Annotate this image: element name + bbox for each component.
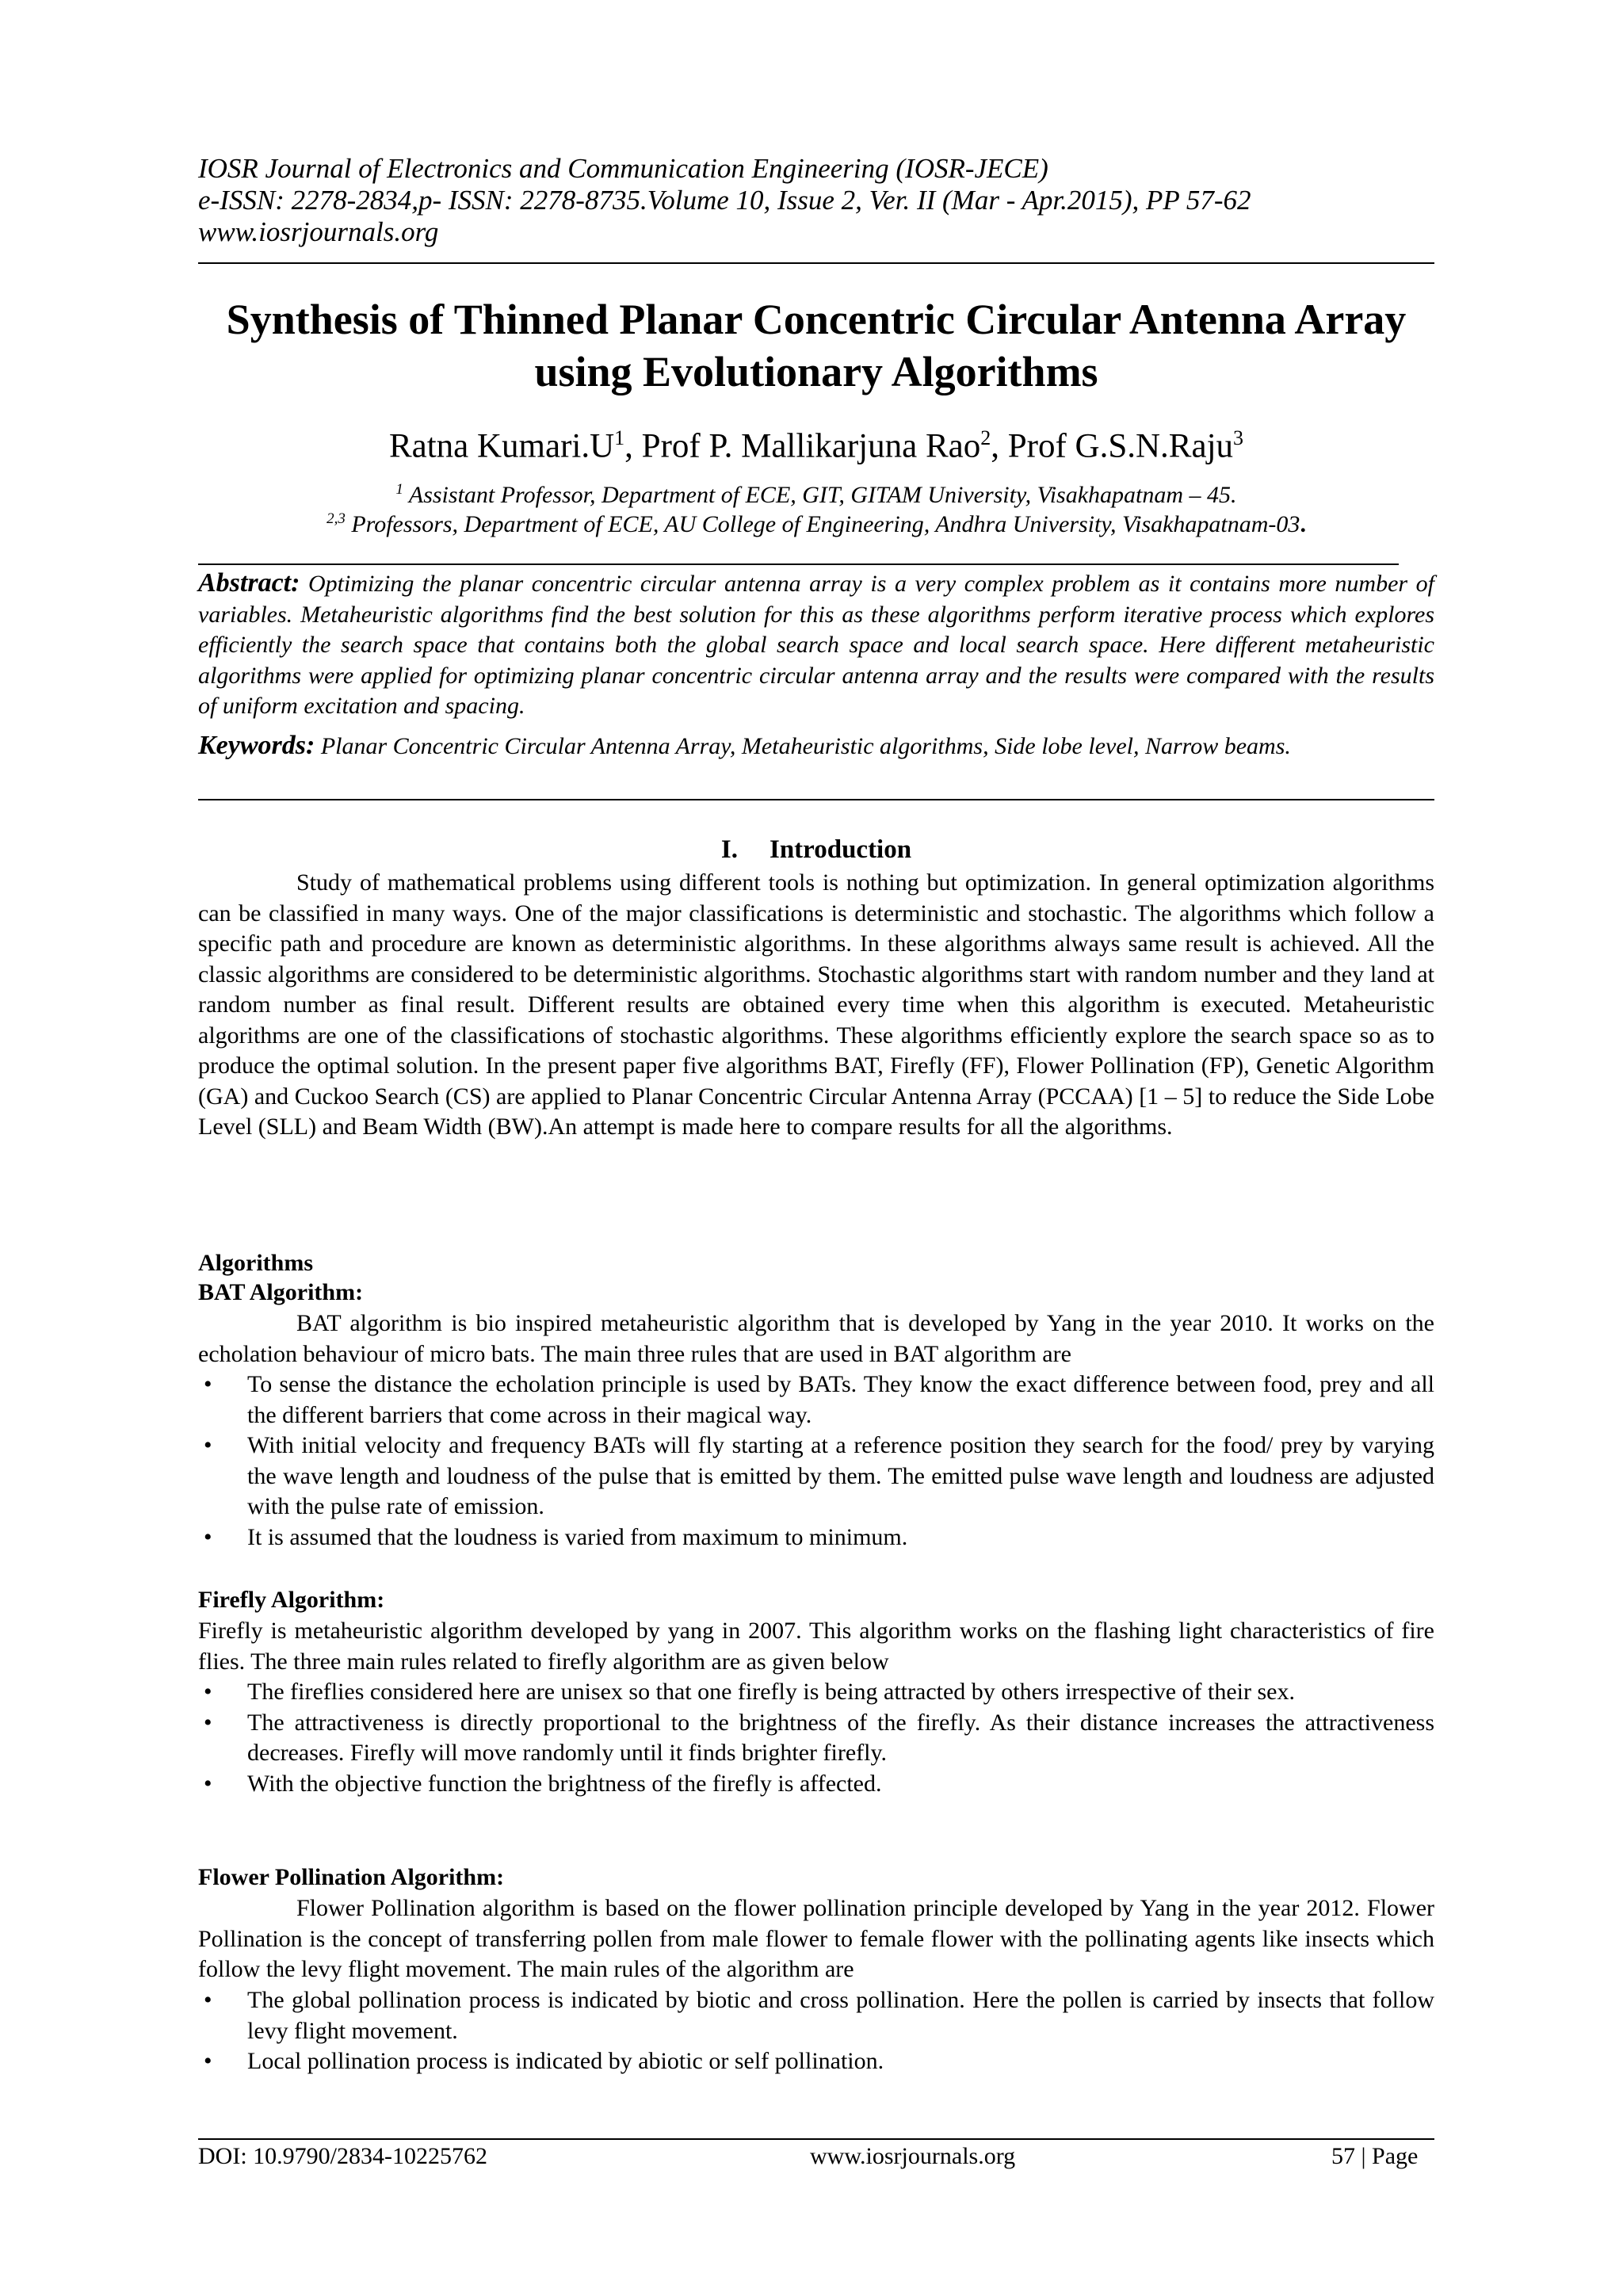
affiliation-2-text: Professors, Department of ECE, AU College of Engineering, Andhra University, Visakhapatnam-03 bbox=[345, 511, 1300, 537]
introduction-text: Study of mathematical problems using different tools is nothing but optimization. In general optimization algorithms can be classified in many ways. One of the major classifications is deterministic and stochastic. The algorithms which follow a specific path and procedure are known as deterministic algorithms. In these algorithms always same result is achieved. All the classic algorithms are considered to be deterministic algorithms. Stochastic algorithms start with random number and they land at random number as final result. Different results are obtained every time when this algorithm is executed. Metaheuristic algorithms are one of the classifications of stochastic algorithms. These algorithms efficiently explore the search space so as to produce the optimal solution. In the present paper five algorithms BAT, Firefly (FF), Flower Pollination (FP), Genetic Algorithm (GA) and Cuckoo Search (CS) are applied to Planar Concentric Circular Antenna Array (PCCAA) [1 – 5] to reduce the Side Lobe Level (SLL) and Beam Width (BW).An attempt is made here to compare results for all the algorithms. bbox=[198, 869, 1434, 1140]
firefly-rules-list bbox=[198, 1677, 1434, 1799]
keywords-label: Keywords: bbox=[198, 731, 315, 760]
list-item bbox=[198, 2046, 1434, 2077]
flower-pollination-text: Flower Pollination algorithm is based on the flower pollination principle developed by Yang in the year 2012. Flower Pollination is the concept of transferring pollen from male flower to female flower with the pollinating agents like insects which follow the levy flight movement. The main rules of the algorithm are bbox=[198, 1895, 1434, 1982]
introduction-paragraph bbox=[198, 868, 1434, 1143]
bullet-marker: • bbox=[204, 1987, 212, 2013]
author-3-affil-mark: 3 bbox=[1233, 426, 1244, 449]
bullet-marker: • bbox=[204, 2048, 212, 2074]
keywords bbox=[198, 730, 1434, 762]
section-heading bbox=[198, 834, 1434, 865]
list-item bbox=[198, 1985, 1434, 2046]
footer-website: www.iosrjournals.org bbox=[810, 2143, 1016, 2169]
author-1-affil-mark: 1 bbox=[614, 426, 625, 449]
list-item bbox=[198, 1431, 1434, 1522]
algorithms-heading: Algorithms bbox=[198, 1250, 313, 1276]
author-3: Prof G.S.N.Raju bbox=[1007, 427, 1234, 465]
paper-title-line2: using Evolutionary Algorithms bbox=[534, 348, 1098, 395]
abstract-text: Optimizing the planar concentric circular antenna array is a very complex problem as it contains more number of variables. Metaheuristic algorithms find the best solution for this as these algorithms perform iterative process which explores efficiently the search space that contains both the global search space and local search space. Here different metaheuristic algorithms were applied for optimizing planar concentric circular antenna array and the results were compared with the results of uniform excitation and spacing. bbox=[198, 571, 1434, 719]
affiliation-2-mark: 2,3 bbox=[327, 510, 346, 527]
list-item bbox=[198, 1769, 1434, 1800]
bullet-marker: • bbox=[204, 1432, 212, 1458]
list-item-text: Local pollination process is indicated by abiotic or self pollination. bbox=[247, 2048, 884, 2074]
header-divider bbox=[198, 262, 1434, 264]
flower-pollination-heading: Flower Pollination Algorithm: bbox=[198, 1864, 505, 1890]
bat-rules-list bbox=[198, 1370, 1434, 1553]
author-2: Prof P. Mallikarjuna Rao bbox=[641, 427, 981, 465]
flower-pollination-paragraph bbox=[198, 1893, 1434, 1985]
list-item bbox=[198, 1708, 1434, 1769]
author-list bbox=[198, 418, 1434, 466]
list-item bbox=[198, 1522, 1434, 1553]
bullet-marker: • bbox=[204, 1709, 212, 1736]
author-1: Ratna Kumari.U bbox=[388, 427, 615, 465]
bullet-marker: • bbox=[204, 1523, 212, 1550]
author-2-affil-mark: 2 bbox=[980, 426, 991, 449]
bat-paragraph bbox=[198, 1308, 1434, 1370]
list-item bbox=[198, 1370, 1434, 1431]
affiliation-2 bbox=[198, 505, 1434, 539]
bat-text: BAT algorithm is bio inspired metaheuristic algorithm that is developed by Yang in the year 2010. It works on the echolation behaviour of micro bats. The main three rules that are used in BAT algorithm are bbox=[198, 1310, 1434, 1367]
keywords-divider bbox=[198, 799, 1434, 800]
journal-website: www.iosrjournals.org bbox=[198, 216, 439, 247]
journal-issue-info: e-ISSN: 2278-2834,p- ISSN: 2278-8735.Volume 10, Issue 2, Ver. II (Mar - Apr.2015), PP 57-62 bbox=[198, 185, 1251, 216]
footer-doi: DOI: 10.9790/2834-10225762 bbox=[198, 2143, 487, 2169]
bullet-marker: • bbox=[204, 1371, 212, 1397]
affiliation-1-mark: 1 bbox=[395, 481, 403, 498]
list-item-text: The global pollination process is indicated by biotic and cross pollination. Here the pollen is carried by insects that follow levy flight movement. bbox=[247, 1987, 1434, 2044]
footer-divider bbox=[198, 2138, 1434, 2140]
paper-title-line1: Synthesis of Thinned Planar Concentric Circular Antenna Array bbox=[226, 296, 1407, 343]
list-item-text: With initial velocity and frequency BATs will fly starting at a reference position they search for the food/ prey by varying the wave length and loudness of the pulse that is emitted by them. The emitted pulse wave length and loudness are adjusted with the pulse rate of emission. bbox=[247, 1432, 1434, 1519]
list-item-text: The attractiveness is directly proportional to the brightness of the firefly. As their distance increases the attractiveness decreases. Firefly will move randomly until it finds brighter firefly. bbox=[247, 1709, 1434, 1766]
list-item bbox=[198, 1677, 1434, 1708]
footer-page-number: 57 | Page bbox=[1331, 2143, 1419, 2169]
firefly-paragraph bbox=[198, 1616, 1434, 1677]
flower-rules-list bbox=[198, 1985, 1434, 2077]
section-number: I. bbox=[720, 835, 738, 864]
journal-header bbox=[198, 153, 1434, 248]
author-separator: , bbox=[991, 427, 1008, 465]
list-item-text: With the objective function the brightness of the firefly is affected. bbox=[247, 1770, 882, 1797]
list-item-text: It is assumed that the loudness is varied from maximum to minimum. bbox=[247, 1523, 908, 1550]
abstract-top-rule bbox=[198, 563, 1399, 565]
list-item-text: The fireflies considered here are unisex so that one firefly is being attracted by others irrespective of their sex. bbox=[247, 1679, 1295, 1705]
keywords-text: Planar Concentric Circular Antenna Array, Metaheuristic algorithms, Side lobe level, Narrow beams. bbox=[315, 733, 1291, 759]
firefly-text: Firefly is metaheuristic algorithm developed by yang in 2007. This algorithm works on the flashing light characteristics of fire flies. The three main rules related to firefly algorithm are as given below bbox=[198, 1618, 1434, 1675]
list-item-text: To sense the distance the echolation principle is used by BATs. They know the exact difference between food, prey and all the different barriers that come across in their magical way. bbox=[247, 1371, 1434, 1428]
affiliation-1-text: Assistant Professor, Department of ECE, GIT, GITAM University, Visakhapatnam – 45. bbox=[403, 482, 1237, 508]
affiliation-2-end: . bbox=[1300, 511, 1306, 537]
abstract-label: Abstract: bbox=[198, 568, 300, 598]
abstract bbox=[198, 568, 1434, 722]
bullet-marker: • bbox=[204, 1679, 212, 1705]
author-separator: , bbox=[624, 427, 642, 465]
bat-heading: BAT Algorithm: bbox=[198, 1279, 364, 1305]
paper-title bbox=[198, 293, 1434, 398]
section-title: Introduction bbox=[769, 835, 912, 864]
journal-name: IOSR Journal of Electronics and Communication Engineering (IOSR-JECE) bbox=[198, 153, 1048, 184]
bullet-marker: • bbox=[204, 1770, 212, 1797]
firefly-heading: Firefly Algorithm: bbox=[198, 1587, 385, 1613]
